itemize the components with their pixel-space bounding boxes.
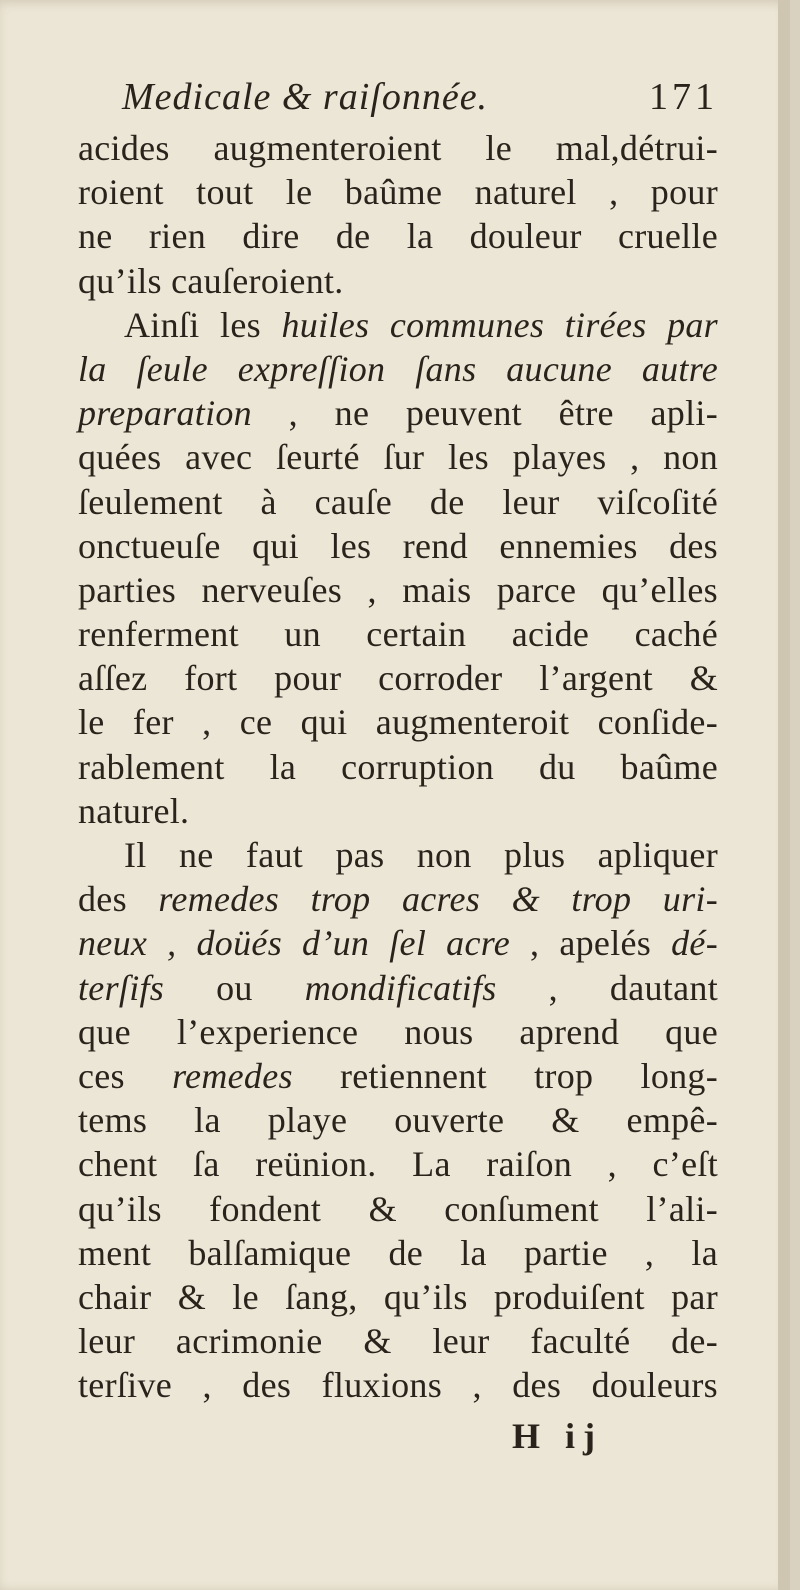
text-line: [78, 1010, 718, 1054]
text-line: [78, 435, 718, 479]
text-line: [78, 789, 718, 833]
signature-mark: H ij: [512, 1416, 603, 1457]
text-block: [78, 68, 718, 1461]
text-line: [78, 568, 718, 612]
text-segment: ment balſamique de la partie , la: [78, 1232, 718, 1273]
page-edge-shadow: [778, 0, 790, 1590]
text-segment: des: [78, 879, 159, 920]
text-line: [78, 391, 718, 435]
text-line: [78, 1054, 718, 1098]
text-line: [78, 259, 718, 303]
text-segment: , dautant: [496, 967, 718, 1008]
text-segment: roient tout le baûme naturel , pour: [78, 172, 718, 213]
text-line: [78, 303, 718, 347]
italic-text: huiles communes tirées par: [281, 304, 718, 345]
page-number: 171: [649, 76, 718, 118]
page-header: [78, 68, 718, 126]
text-line: [78, 700, 718, 744]
text-segment: Ainſi les: [124, 304, 282, 345]
text-segment: naturel.: [78, 790, 190, 831]
text-line: [78, 745, 718, 789]
text-line: [78, 126, 718, 170]
text-line: [78, 1187, 718, 1231]
italic-text: dé-: [671, 923, 718, 964]
text-segment: chair & le ſang, qu’ils produiſent par: [78, 1276, 718, 1317]
text-segment: , ne peuvent être apli-: [251, 393, 718, 434]
text-line: [78, 877, 718, 921]
text-segment: qu’ils fondent & conſument l’ali-: [78, 1188, 718, 1229]
text-segment: ces: [78, 1055, 173, 1096]
text-line: [78, 1275, 718, 1319]
text-segment: qu’ils cauſeroient.: [78, 260, 344, 301]
text-segment: renferment un certain acide caché: [78, 614, 718, 655]
text-line: [78, 1098, 718, 1142]
text-segment: terſive , des fluxions , des douleurs: [78, 1365, 718, 1406]
text-line: [78, 833, 718, 877]
text-segment: onctueuſe qui les rend ennemies des: [78, 525, 718, 566]
italic-text: remedes: [172, 1055, 293, 1096]
text-line: [78, 214, 718, 258]
text-line: [78, 921, 718, 965]
italic-text: la ſeule expreſſion ſans aucune autre: [78, 348, 718, 389]
text-segment: chent ſa reünion. La raiſon , c’eſt: [78, 1144, 718, 1185]
italic-text: terſifs: [78, 967, 165, 1008]
text-line: [78, 612, 718, 656]
text-segment: ne rien dire de la douleur cruelle: [78, 216, 718, 257]
text-line: [78, 656, 718, 700]
text-line: [78, 347, 718, 391]
italic-text: neux , doüés d’un ſel acre: [78, 923, 510, 964]
text-line: [78, 1363, 718, 1407]
text-segment: leur acrimonie & leur faculté de-: [78, 1321, 718, 1362]
text-segment: ou: [164, 967, 305, 1008]
text-segment: rablement la corruption du baûme: [78, 746, 718, 787]
text-line: [78, 1231, 718, 1275]
text-segment: tems la playe ouverte & empê-: [78, 1100, 718, 1141]
text-segment: ſeulement à cauſe de leur viſcoſité: [78, 481, 718, 522]
text-segment: parties nerveuſes , mais parce qu’elles: [78, 569, 718, 610]
body-text: [78, 126, 718, 1407]
text-segment: acides augmenteroient le mal,détrui-: [78, 128, 718, 168]
text-segment: aſſez fort pour corroder l’argent &: [78, 658, 718, 699]
text-segment: que l’experience nous aprend que: [78, 1011, 718, 1052]
italic-text: remedes trop acres & trop uri-: [158, 879, 718, 920]
text-line: [78, 966, 718, 1010]
text-line: [78, 1142, 718, 1186]
text-line: [78, 1319, 718, 1363]
text-line: [78, 480, 718, 524]
text-line: [78, 524, 718, 568]
text-segment: le fer , ce qui augmenteroit conſide-: [78, 702, 718, 743]
text-segment: Il ne faut pas non plus apliquer: [124, 835, 718, 875]
text-line: [78, 170, 718, 214]
running-title: Medicale & raiſonnée.: [122, 76, 489, 118]
italic-text: preparation: [78, 393, 252, 434]
text-segment: retiennent trop long-: [292, 1055, 719, 1096]
italic-text: mondificatifs: [304, 967, 497, 1008]
text-segment: quées avec ſeurté ſur les playes , non: [78, 437, 718, 478]
page-footer: [78, 1411, 718, 1461]
text-segment: , apelés: [509, 923, 672, 964]
